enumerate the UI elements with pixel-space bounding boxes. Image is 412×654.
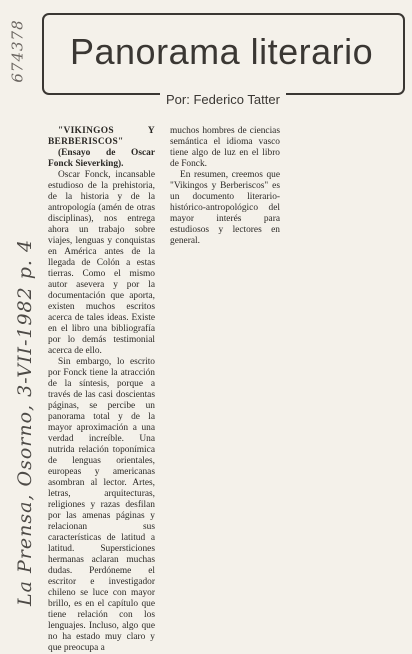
- review-title: "VIKINGOS Y BERBERISCOS": [48, 126, 155, 147]
- review-subtitle: (Ensayo de Oscar Fonck Sieverking).: [48, 148, 155, 169]
- source-handwritten-note: La Prensa, Osorno, 3-VII-1982 p. 4: [14, 238, 36, 606]
- article-paragraph: Oscar Fonck, incansable estudioso de la prehistoria, de la historia y de la antropología (amén de otras disciplinas), nos entrega ahora un trabajo sobre viajes, lenguas y conquistas en América antes de la llegada de Colón a estas tierras. Como el mismo autor asevera y por la documentación que aporta, existen muchos escritos acerca de tales ideas. Existe en el libro una bibliografía por lo demás testimonial acerca de ello.: [48, 170, 155, 356]
- article-paragraph: En resumen, creemos que "Vikingos y Berberiscos" es un documento literario-histórico-antropológico del mayor interés para estudiosos y lectores en general.: [170, 170, 280, 246]
- reference-number-note: 674378: [8, 19, 27, 83]
- article-column-right: [170, 126, 280, 247]
- article-paragraph: muchos hombres de ciencias semántica el idioma vasco tiene algo de luz en el libro de Fonck.: [170, 126, 280, 169]
- article-paragraph: Sin embargo, lo escrito por Fonck tiene la atracción de la síntesis, porque a través de las casi doscientas páginas, se percibe un panorama total y de la mayor aproximación a una verdad increíble. Una nutrida relación toponímica de lenguas orientales, europeas y americanas asombran al lector. Artes, letras, arquitecturas, religiones y razas desfilan por las amenas páginas y relacionan sus características de latitud a latitud. Supersticiones hermanas aclaran muchas dudas. Perdóneme el escritor e investigador chileno se luce con mayor brillo, es en el capítulo que tiene relación con los lenguajes. Incluso, algo que no ha estado muy claro y que preocupa a: [48, 357, 155, 653]
- byline: Por: Federico Tatter: [160, 92, 286, 107]
- article-column-left: [48, 126, 155, 654]
- page-title: Panorama literario: [70, 31, 374, 72]
